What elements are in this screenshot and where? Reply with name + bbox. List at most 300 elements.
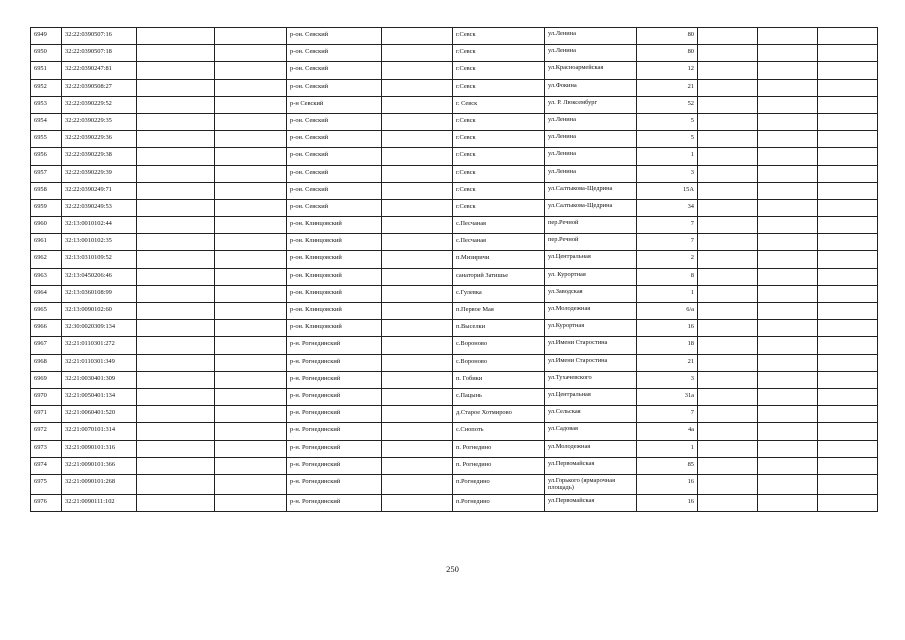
blank-col-12-cell	[818, 268, 878, 285]
district-cell: р-он. Клинцовский	[287, 268, 382, 285]
district-cell: р-он. Клинцовский	[287, 303, 382, 320]
district-cell: р-он. Севский	[287, 113, 382, 130]
blank-col-3-cell	[137, 234, 215, 251]
row-number-cell: 6962	[31, 251, 62, 268]
blank-col-12-cell	[818, 337, 878, 354]
street-cell: ул.Горького (ярмарочная площадь)	[545, 474, 637, 494]
settlement-cell: г.Севск	[453, 79, 545, 96]
cadastral-number-cell: 32:21:0060401:520	[62, 406, 137, 423]
blank-col-10-cell	[698, 165, 758, 182]
settlement-cell: с.Пацынь	[453, 388, 545, 405]
district-cell: р-он. Севский	[287, 45, 382, 62]
blank-col-3-cell	[137, 131, 215, 148]
row-number-cell: 6949	[31, 28, 62, 45]
blank-col-4-cell	[215, 406, 287, 423]
blank-col-3-cell	[137, 79, 215, 96]
row-number-cell: 6961	[31, 234, 62, 251]
table-row	[31, 303, 878, 320]
blank-col-12-cell	[818, 199, 878, 216]
settlement-cell: г.Севск	[453, 199, 545, 216]
blank-col-11-cell	[758, 199, 818, 216]
cadastral-number-cell: 32:30:0020309:134	[62, 320, 137, 337]
district-cell: р-он. Клинцовский	[287, 217, 382, 234]
blank-col-6-cell	[382, 337, 453, 354]
blank-col-3-cell	[137, 440, 215, 457]
cadastral-number-cell: 32:21:0090101:316	[62, 440, 137, 457]
cadastral-number-cell: 32:22:0390249:53	[62, 199, 137, 216]
blank-col-11-cell	[758, 494, 818, 511]
blank-col-11-cell	[758, 251, 818, 268]
settlement-cell: п.Первое Мая	[453, 303, 545, 320]
blank-col-11-cell	[758, 62, 818, 79]
blank-col-4-cell	[215, 354, 287, 371]
settlement-cell: п. Гобики	[453, 371, 545, 388]
blank-col-11-cell	[758, 371, 818, 388]
row-number-cell: 6963	[31, 268, 62, 285]
row-number-cell: 6956	[31, 148, 62, 165]
blank-col-3-cell	[137, 354, 215, 371]
table-row	[31, 217, 878, 234]
house-number-cell: 1	[637, 148, 698, 165]
cadastral-number-cell: 32:21:0090101:366	[62, 457, 137, 474]
cadastral-number-cell: 32:22:0390507:18	[62, 45, 137, 62]
street-cell: ул.Центральная	[545, 251, 637, 268]
table-row	[31, 371, 878, 388]
blank-col-3-cell	[137, 457, 215, 474]
row-number-cell: 6953	[31, 96, 62, 113]
cadastral-number-cell: 32:22:0390229:38	[62, 148, 137, 165]
blank-col-10-cell	[698, 303, 758, 320]
blank-col-10-cell	[698, 217, 758, 234]
blank-col-4-cell	[215, 337, 287, 354]
street-cell: ул.Тухачевского	[545, 371, 637, 388]
blank-col-3-cell	[137, 113, 215, 130]
row-number-cell: 6952	[31, 79, 62, 96]
district-cell: р-он. Севский	[287, 199, 382, 216]
house-number-cell: 5	[637, 131, 698, 148]
blank-col-12-cell	[818, 234, 878, 251]
blank-col-10-cell	[698, 423, 758, 440]
table-row	[31, 62, 878, 79]
house-number-cell: 12	[637, 62, 698, 79]
house-number-cell: 6/а	[637, 303, 698, 320]
blank-col-12-cell	[818, 251, 878, 268]
table-row	[31, 79, 878, 96]
blank-col-6-cell	[382, 199, 453, 216]
street-cell: ул. Курортная	[545, 268, 637, 285]
settlement-cell: г. Севск	[453, 96, 545, 113]
house-number-cell: 15А	[637, 182, 698, 199]
blank-col-3-cell	[137, 423, 215, 440]
blank-col-10-cell	[698, 113, 758, 130]
house-number-cell: 3	[637, 371, 698, 388]
blank-col-11-cell	[758, 79, 818, 96]
blank-col-10-cell	[698, 45, 758, 62]
cadastral-number-cell: 32:21:0110301:349	[62, 354, 137, 371]
cadastral-number-cell: 32:13:0010102:35	[62, 234, 137, 251]
table-row	[31, 96, 878, 113]
house-number-cell: 34	[637, 199, 698, 216]
house-number-cell: 8	[637, 268, 698, 285]
row-number-cell: 6965	[31, 303, 62, 320]
blank-col-11-cell	[758, 182, 818, 199]
blank-col-6-cell	[382, 423, 453, 440]
blank-col-6-cell	[382, 354, 453, 371]
settlement-cell: г.Севск	[453, 148, 545, 165]
blank-col-11-cell	[758, 354, 818, 371]
street-cell: ул.Ленина	[545, 28, 637, 45]
cadastral-number-cell: 32:21:0090101:268	[62, 474, 137, 494]
cadastral-number-cell: 32:21:0090111:102	[62, 494, 137, 511]
street-cell: ул.Заводская	[545, 285, 637, 302]
table-row	[31, 268, 878, 285]
row-number-cell: 6971	[31, 406, 62, 423]
district-cell: р-н. Рогнединский	[287, 474, 382, 494]
house-number-cell: 4а	[637, 423, 698, 440]
district-cell: р-он. Севский	[287, 79, 382, 96]
cadastral-number-cell: 32:22:0390229:52	[62, 96, 137, 113]
blank-col-12-cell	[818, 28, 878, 45]
district-cell: р-он. Клинцовский	[287, 234, 382, 251]
blank-col-6-cell	[382, 165, 453, 182]
table-row	[31, 285, 878, 302]
blank-col-3-cell	[137, 62, 215, 79]
district-cell: р-н. Рогнединский	[287, 440, 382, 457]
house-number-cell: 21	[637, 79, 698, 96]
blank-col-3-cell	[137, 96, 215, 113]
district-cell: р-н. Рогнединский	[287, 337, 382, 354]
table-row	[31, 148, 878, 165]
blank-col-11-cell	[758, 406, 818, 423]
street-cell: ул.Первомайская	[545, 494, 637, 511]
settlement-cell: с.Песчаная	[453, 234, 545, 251]
blank-col-4-cell	[215, 79, 287, 96]
cadastral-number-cell: 32:13:0310109:52	[62, 251, 137, 268]
street-cell: ул.Ленина	[545, 113, 637, 130]
cadastral-number-cell: 32:22:0390249:71	[62, 182, 137, 199]
blank-col-12-cell	[818, 62, 878, 79]
blank-col-6-cell	[382, 303, 453, 320]
table-row	[31, 320, 878, 337]
row-number-cell: 6974	[31, 457, 62, 474]
district-cell: р-он. Клинцовский	[287, 320, 382, 337]
blank-col-11-cell	[758, 423, 818, 440]
blank-col-3-cell	[137, 320, 215, 337]
blank-col-3-cell	[137, 268, 215, 285]
blank-col-12-cell	[818, 165, 878, 182]
table-row	[31, 457, 878, 474]
blank-col-12-cell	[818, 371, 878, 388]
register-table	[30, 27, 878, 512]
blank-col-4-cell	[215, 199, 287, 216]
house-number-cell: 7	[637, 217, 698, 234]
street-cell: ул.Молодежная	[545, 440, 637, 457]
cadastral-number-cell: 32:21:0050401:134	[62, 388, 137, 405]
blank-col-4-cell	[215, 234, 287, 251]
house-number-cell: 52	[637, 96, 698, 113]
blank-col-11-cell	[758, 45, 818, 62]
blank-col-12-cell	[818, 423, 878, 440]
blank-col-6-cell	[382, 217, 453, 234]
page-number: 250	[446, 564, 459, 574]
blank-col-11-cell	[758, 337, 818, 354]
row-number-cell: 6969	[31, 371, 62, 388]
table-row	[31, 474, 878, 494]
blank-col-10-cell	[698, 406, 758, 423]
blank-col-11-cell	[758, 96, 818, 113]
blank-col-11-cell	[758, 148, 818, 165]
blank-col-11-cell	[758, 217, 818, 234]
blank-col-6-cell	[382, 268, 453, 285]
cadastral-number-cell: 32:22:0390247:81	[62, 62, 137, 79]
street-cell: ул.Центральная	[545, 388, 637, 405]
cadastral-number-cell: 32:21:0110301:272	[62, 337, 137, 354]
blank-col-12-cell	[818, 457, 878, 474]
street-cell: ул.Сельская	[545, 406, 637, 423]
blank-col-10-cell	[698, 131, 758, 148]
house-number-cell: 5	[637, 113, 698, 130]
street-cell: ул.Курортная	[545, 320, 637, 337]
blank-col-10-cell	[698, 337, 758, 354]
blank-col-6-cell	[382, 388, 453, 405]
blank-col-10-cell	[698, 320, 758, 337]
table-row	[31, 131, 878, 148]
blank-col-6-cell	[382, 494, 453, 511]
district-cell: р-он. Севский	[287, 28, 382, 45]
blank-col-6-cell	[382, 131, 453, 148]
blank-col-12-cell	[818, 217, 878, 234]
settlement-cell: г.Севск	[453, 45, 545, 62]
blank-col-4-cell	[215, 165, 287, 182]
house-number-cell: 1	[637, 440, 698, 457]
row-number-cell: 6955	[31, 131, 62, 148]
blank-col-4-cell	[215, 96, 287, 113]
blank-col-3-cell	[137, 28, 215, 45]
blank-col-10-cell	[698, 199, 758, 216]
table-row	[31, 388, 878, 405]
blank-col-3-cell	[137, 406, 215, 423]
blank-col-10-cell	[698, 28, 758, 45]
blank-col-10-cell	[698, 148, 758, 165]
settlement-cell: п.Рогнедино	[453, 494, 545, 511]
blank-col-6-cell	[382, 234, 453, 251]
blank-col-11-cell	[758, 28, 818, 45]
house-number-cell: 7	[637, 406, 698, 423]
row-number-cell: 6950	[31, 45, 62, 62]
blank-col-10-cell	[698, 79, 758, 96]
blank-col-4-cell	[215, 268, 287, 285]
street-cell: ул.Ленина	[545, 148, 637, 165]
street-cell: ул.Ленина	[545, 45, 637, 62]
district-cell: р-он. Клинцовский	[287, 285, 382, 302]
cadastral-number-cell: 32:13:0090102:60	[62, 303, 137, 320]
table-row	[31, 182, 878, 199]
district-cell: р-он. Севский	[287, 165, 382, 182]
blank-col-12-cell	[818, 320, 878, 337]
blank-col-4-cell	[215, 371, 287, 388]
district-cell: р-н. Рогнединский	[287, 406, 382, 423]
settlement-cell: г.Севск	[453, 28, 545, 45]
district-cell: р-он. Севский	[287, 131, 382, 148]
row-number-cell: 6967	[31, 337, 62, 354]
blank-col-6-cell	[382, 457, 453, 474]
blank-col-11-cell	[758, 474, 818, 494]
row-number-cell: 6960	[31, 217, 62, 234]
blank-col-6-cell	[382, 148, 453, 165]
blank-col-3-cell	[137, 251, 215, 268]
table-row	[31, 234, 878, 251]
blank-col-12-cell	[818, 182, 878, 199]
settlement-cell: г.Севск	[453, 182, 545, 199]
blank-col-12-cell	[818, 354, 878, 371]
blank-col-6-cell	[382, 440, 453, 457]
blank-col-4-cell	[215, 251, 287, 268]
blank-col-3-cell	[137, 182, 215, 199]
district-cell: р-он. Клинцовский	[287, 251, 382, 268]
house-number-cell: 18	[637, 337, 698, 354]
blank-col-11-cell	[758, 285, 818, 302]
street-cell: ул.Ленина	[545, 165, 637, 182]
settlement-cell: с.Снопоть	[453, 423, 545, 440]
district-cell: р-он. Севский	[287, 148, 382, 165]
blank-col-12-cell	[818, 388, 878, 405]
house-number-cell: 16	[637, 320, 698, 337]
blank-col-4-cell	[215, 131, 287, 148]
table-row	[31, 354, 878, 371]
street-cell: ул.Первомайская	[545, 457, 637, 474]
blank-col-4-cell	[215, 182, 287, 199]
street-cell: ул.Ленина	[545, 131, 637, 148]
street-cell: пер.Речной	[545, 217, 637, 234]
blank-col-12-cell	[818, 474, 878, 494]
blank-col-4-cell	[215, 457, 287, 474]
blank-col-12-cell	[818, 113, 878, 130]
blank-col-6-cell	[382, 28, 453, 45]
blank-col-11-cell	[758, 388, 818, 405]
blank-col-4-cell	[215, 28, 287, 45]
blank-col-6-cell	[382, 113, 453, 130]
blank-col-6-cell	[382, 45, 453, 62]
cadastral-number-cell: 32:22:0390229:35	[62, 113, 137, 130]
blank-col-12-cell	[818, 440, 878, 457]
district-cell: р-н. Рогнединский	[287, 371, 382, 388]
table-row	[31, 45, 878, 62]
street-cell: ул.Имени Старостина	[545, 337, 637, 354]
settlement-cell: с.Вороново	[453, 337, 545, 354]
house-number-cell: 3	[637, 165, 698, 182]
blank-col-3-cell	[137, 285, 215, 302]
district-cell: р-н Севский	[287, 96, 382, 113]
blank-col-4-cell	[215, 388, 287, 405]
blank-col-3-cell	[137, 148, 215, 165]
blank-col-3-cell	[137, 199, 215, 216]
blank-col-3-cell	[137, 217, 215, 234]
row-number-cell: 6966	[31, 320, 62, 337]
settlement-cell: п.Мизиричи	[453, 251, 545, 268]
street-cell: ул. Р. Люксембург	[545, 96, 637, 113]
house-number-cell: 31а	[637, 388, 698, 405]
row-number-cell: 6959	[31, 199, 62, 216]
settlement-cell: г.Севск	[453, 165, 545, 182]
blank-col-10-cell	[698, 285, 758, 302]
blank-col-10-cell	[698, 96, 758, 113]
house-number-cell: 1	[637, 285, 698, 302]
settlement-cell: г.Севск	[453, 62, 545, 79]
blank-col-11-cell	[758, 165, 818, 182]
table-row	[31, 199, 878, 216]
blank-col-6-cell	[382, 406, 453, 423]
blank-col-10-cell	[698, 234, 758, 251]
blank-col-10-cell	[698, 371, 758, 388]
row-number-cell: 6972	[31, 423, 62, 440]
blank-col-10-cell	[698, 474, 758, 494]
cadastral-number-cell: 32:21:0030401:309	[62, 371, 137, 388]
blank-col-6-cell	[382, 79, 453, 96]
blank-col-12-cell	[818, 148, 878, 165]
district-cell: р-н. Рогнединский	[287, 457, 382, 474]
register-table-body	[31, 28, 878, 512]
settlement-cell: санаторий Затишье	[453, 268, 545, 285]
blank-col-3-cell	[137, 371, 215, 388]
settlement-cell: с.Гулевка	[453, 285, 545, 302]
blank-col-4-cell	[215, 148, 287, 165]
house-number-cell: 80	[637, 28, 698, 45]
district-cell: р-он. Севский	[287, 182, 382, 199]
table-row	[31, 406, 878, 423]
blank-col-4-cell	[215, 320, 287, 337]
blank-col-10-cell	[698, 440, 758, 457]
blank-col-4-cell	[215, 494, 287, 511]
blank-col-4-cell	[215, 474, 287, 494]
blank-col-3-cell	[137, 337, 215, 354]
row-number-cell: 6968	[31, 354, 62, 371]
blank-col-11-cell	[758, 303, 818, 320]
blank-col-6-cell	[382, 96, 453, 113]
street-cell: ул.Садовая	[545, 423, 637, 440]
blank-col-10-cell	[698, 268, 758, 285]
blank-col-10-cell	[698, 388, 758, 405]
blank-col-10-cell	[698, 62, 758, 79]
row-number-cell: 6970	[31, 388, 62, 405]
cadastral-number-cell: 32:22:0390229:36	[62, 131, 137, 148]
table-row	[31, 494, 878, 511]
row-number-cell: 6964	[31, 285, 62, 302]
table-row	[31, 28, 878, 45]
blank-col-11-cell	[758, 440, 818, 457]
blank-col-6-cell	[382, 285, 453, 302]
blank-col-6-cell	[382, 474, 453, 494]
district-cell: р-н. Рогнединский	[287, 354, 382, 371]
table-row	[31, 165, 878, 182]
street-cell: ул.Красноармейская	[545, 62, 637, 79]
blank-col-3-cell	[137, 45, 215, 62]
blank-col-3-cell	[137, 165, 215, 182]
row-number-cell: 6976	[31, 494, 62, 511]
blank-col-12-cell	[818, 79, 878, 96]
blank-col-3-cell	[137, 474, 215, 494]
blank-col-12-cell	[818, 285, 878, 302]
blank-col-4-cell	[215, 303, 287, 320]
blank-col-4-cell	[215, 113, 287, 130]
blank-col-11-cell	[758, 457, 818, 474]
blank-col-3-cell	[137, 388, 215, 405]
blank-col-6-cell	[382, 62, 453, 79]
blank-col-6-cell	[382, 182, 453, 199]
street-cell: ул.Фокина	[545, 79, 637, 96]
settlement-cell: г.Севск	[453, 113, 545, 130]
district-cell: р-н. Рогнединский	[287, 423, 382, 440]
table-row	[31, 337, 878, 354]
